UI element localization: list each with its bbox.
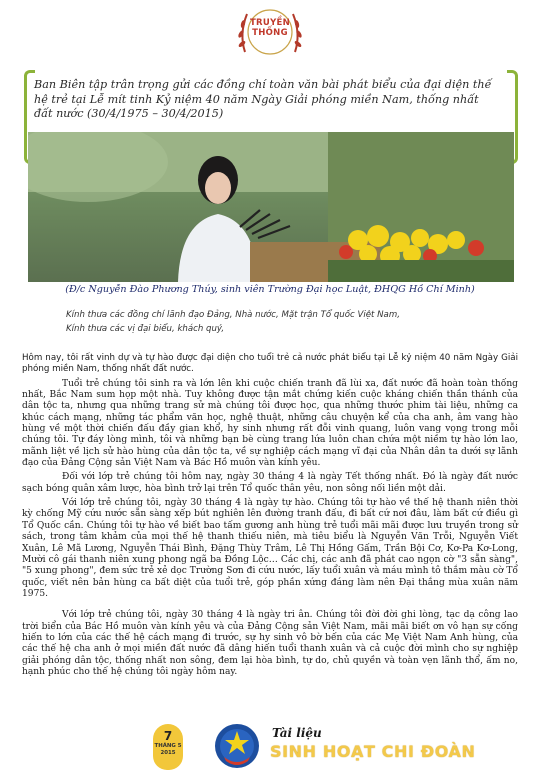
paragraph-5: Với lớp trẻ chúng tôi, ngày 30 tháng 4 là ngày tri ân. Chúng tôi đời đời ghi lòng, tạc dạ công lao trời biển của Bác Hồ muôn vàn kính yêu và của Đảng Cộng sản Việt Nam, mãi mãi biết ơn vô hạn sự cống hiến to lớn của các thế hệ cách mạng đi trước, sự hy sinh vô bờ bến của các Mẹ Việt Nam Anh hùng, của các thế hệ cha anh ở mọi miền đất nước đã dâng hiến tuổi thanh xuân và cả cuộc đời mình cho sự nghiệp giải phóng dân tộc, thống nhất non sông, đem lại hòa bình, tự do, chủ quyền và toàn vẹn lãnh thổ, ấm no, hạnh phúc cho thế hệ chúng tôi ngày hôm nay.: [22, 610, 518, 677]
page-number: 7: [163, 729, 173, 743]
photo-caption: (Đ/c Nguyễn Đào Phương Thúy, sinh viên Trường Đại học Luật, ĐHQG Hồ Chí Minh): [65, 284, 475, 295]
footer-label: Tài liệu: [272, 726, 322, 740]
speaker-photo: [28, 132, 514, 282]
paragraph-3: Đối với lớp trẻ chúng tôi hôm nay, ngày 30 tháng 4 là ngày Tết thống nhất. Đó là ngày đất nước sạch bóng quân xâm lược, hòa bình trở lại trên Tổ quốc thân yêu, non sông nối liền một dải.: [22, 472, 518, 494]
paragraph-1: Hôm nay, tôi rất vinh dự và tự hào được đại diện cho tuổi trẻ cả nước phát biểu tại Lễ kỷ niệm 40 năm Ngày Giải phóng miền Nam, thống nhất đất nước.: [22, 353, 518, 375]
speech-body: [22, 353, 518, 681]
emblem-line-2: THỐNG: [252, 28, 288, 38]
page-number-badge: [153, 724, 183, 770]
salutation-2: Kính thưa các vị đại biểu, khách quý,: [66, 324, 225, 334]
paragraph-2: Tuổi trẻ chúng tôi sinh ra và lớn lên khi cuộc chiến tranh đã lùi xa, đất nước đã hoàn toàn thống nhất, Bắc Nam sum họp một nhà. Tuy không được tận mắt chứng kiến cuộc kháng chiến thần thánh của dân tộc ta, nhưng qua những trang sử mà chúng tôi được học, qua những thước phim tài liệu, những ca khúc cách mạng, những tác phẩm văn học, nghệ thuật, những câu chuyện kể của cha anh, âm vang hào hùng về một thời chiến đấu đầy gian khổ, hy sinh nhưng rất đỗi vinh quang, luôn vang vọng trong mỗi chúng tôi. Tự đáy lòng mình, tôi và những bạn bè cùng trang lứa luôn chan chứa một niềm tự hào lớn lao, mãnh liệt về lịch sử hào hùng của dân tộc ta, về sự nghiệp cách mạng vĩ đại của Nhân dân ta dưới sự lãnh đạo của Đảng Cộng sản Việt Nam và Bác Hồ muôn vàn kính yêu.: [22, 378, 518, 469]
issue-year: 2015: [160, 750, 176, 756]
tradition-emblem: [225, 4, 315, 62]
emblem-line-1: TRUYỀN: [249, 18, 291, 28]
issue-month: THÁNG 5: [154, 743, 182, 749]
youth-union-logo: [214, 723, 260, 769]
salutation-1: Kính thưa các đồng chí lãnh đạo Đảng, Nhà nước, Mặt trận Tổ quốc Việt Nam,: [66, 310, 400, 320]
intro-text: Ban Biên tập trân trọng gửi các đồng chí toàn văn bài phát biểu của đại diện thế hệ trẻ tại Lễ mít tinh Kỷ niệm 40 năm Ngày Giải phóng miền Nam, thống nhất đất nước (30/4/1975 – 30/4/2015): [34, 78, 492, 120]
youth-union-emblem-icon: [214, 723, 260, 769]
publication-title: SINH HOẠT CHI ĐOÀN: [270, 742, 476, 761]
paragraph-4: Với lớp trẻ chúng tôi, ngày 30 tháng 4 là ngày tự hào. Chúng tôi tự hào về thế hệ thanh niên thời kỳ chống Mỹ cứu nước sẵn sàng xếp bút nghiên lên đường tranh đấu, đi bất cứ nơi đâu, làm bất cứ điều gì Tổ Quốc cần. Chúng tôi tự hào về biết bao tấm gương anh hùng trẻ tuổi mãi mãi được lưu truyền trong sử sách, trong tâm khảm của mọi thế hệ thanh thiếu niên, mà tiêu biểu là Nguyễn Văn Trỗi, Nguyễn Viết Xuân, Lê Mã Lương, Nguyễn Thái Bình, Đặng Thùy Trâm, Lê Thị Hồng Gấm, Trần Bội Cơ, Kơ-Pa Kơ-Long, Mười cô gái thanh niên xung phong ngã ba Đồng Lộc… Các chị, các anh đã phát cao ngọn cờ "3 sẵn sàng", "5 xung phong", đem sức trẻ xẻ dọc Trường Sơn đi cứu nước, lấy tuổi xuân và máu mình tô thắm màu cờ Tổ quốc, viết nên bản hùng ca bất diệt của tuổi trẻ, góp phần xứng đáng làm nên Đại thắng mùa xuân năm 1975.: [22, 498, 518, 599]
